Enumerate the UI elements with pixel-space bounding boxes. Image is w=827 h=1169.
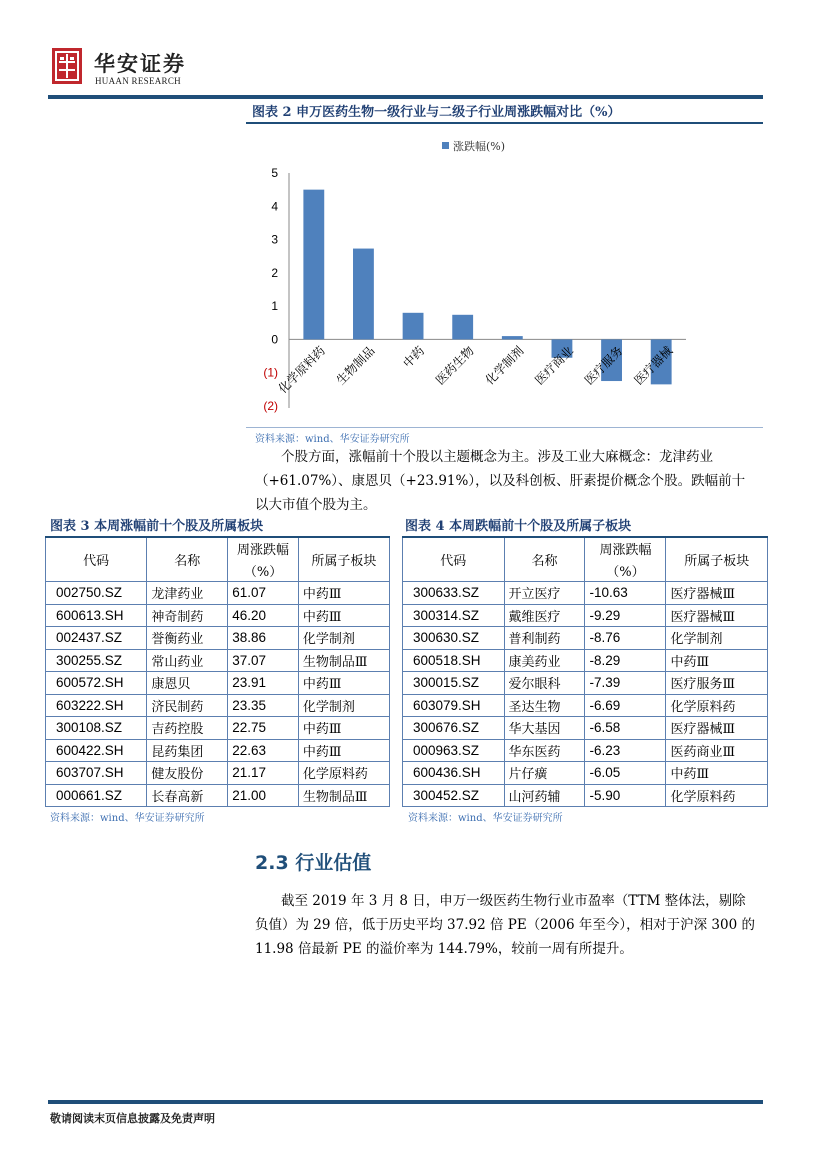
cell-change: 23.91 bbox=[228, 672, 299, 695]
cell-code: 600422.SH bbox=[46, 739, 147, 762]
losers-table bbox=[402, 536, 768, 807]
table-row bbox=[403, 604, 768, 627]
col-name: 名称 bbox=[147, 537, 228, 582]
cell-sector: 化学原料药 bbox=[666, 694, 768, 717]
stock-commentary bbox=[255, 445, 767, 517]
cell-sector: 中药Ⅲ bbox=[298, 672, 389, 695]
y-tick-label: 0 bbox=[271, 332, 278, 347]
cell-change: 22.63 bbox=[228, 739, 299, 762]
col-name: 名称 bbox=[504, 537, 585, 582]
figure2-title-rule bbox=[246, 122, 763, 124]
cell-change: -8.29 bbox=[585, 649, 666, 672]
legend-label: 涨跌幅(%) bbox=[453, 140, 506, 153]
figure2-title: 图表 2 申万医药生物一级行业与二级子行业周涨跌幅对比（%） bbox=[252, 105, 621, 120]
cell-sector: 中药Ⅲ bbox=[298, 739, 389, 762]
cell-change: 46.20 bbox=[228, 604, 299, 627]
cell-code: 600613.SH bbox=[46, 604, 147, 627]
bar bbox=[403, 313, 424, 340]
cell-sector: 中药Ⅲ bbox=[666, 762, 768, 785]
bar bbox=[303, 190, 324, 340]
legend-swatch bbox=[442, 142, 449, 149]
cell-name: 圣达生物 bbox=[504, 694, 585, 717]
table-row bbox=[46, 649, 390, 672]
cell-code: 002437.SZ bbox=[46, 627, 147, 650]
valuation-line-3: 11.98 倍最新 PE 的溢价率为 144.79%，较前一周有所提升。 bbox=[255, 941, 633, 957]
cell-code: 603222.SH bbox=[46, 694, 147, 717]
cell-change: -8.76 bbox=[585, 627, 666, 650]
cell-change: -6.69 bbox=[585, 694, 666, 717]
x-tick-label: 医疗商业 bbox=[532, 343, 577, 388]
cell-code: 600572.SH bbox=[46, 672, 147, 695]
cell-sector: 医疗器械Ⅲ bbox=[666, 604, 768, 627]
cell-name: 华东医药 bbox=[504, 739, 585, 762]
x-tick-label: 生物制品 bbox=[333, 343, 378, 388]
cell-name: 健友股份 bbox=[147, 762, 228, 785]
cell-change: 22.75 bbox=[228, 717, 299, 740]
cell-name: 康恩贝 bbox=[147, 672, 228, 695]
cell-sector: 医药商业Ⅲ bbox=[666, 739, 768, 762]
cell-code: 300676.SZ bbox=[403, 717, 505, 740]
y-tick-label: 1 bbox=[271, 299, 278, 314]
cell-name: 龙津药业 bbox=[147, 582, 228, 605]
cell-name: 华大基因 bbox=[504, 717, 585, 740]
footer-rule bbox=[48, 1100, 763, 1104]
cell-code: 300108.SZ bbox=[46, 717, 147, 740]
cell-code: 600518.SH bbox=[403, 649, 505, 672]
brand-subtitle: HUAAN RESEARCH bbox=[95, 76, 181, 86]
y-tick-label: 4 bbox=[271, 199, 278, 214]
cell-sector: 医疗器械Ⅲ bbox=[666, 717, 768, 740]
cell-sector: 化学制剂 bbox=[666, 627, 768, 650]
cell-name: 誉衡药业 bbox=[147, 627, 228, 650]
bar bbox=[452, 315, 473, 340]
cell-name: 长春高新 bbox=[147, 784, 228, 807]
cell-name: 康美药业 bbox=[504, 649, 585, 672]
commentary-line-3: 以大市值个股为主。 bbox=[255, 497, 377, 513]
cell-name: 神奇制药 bbox=[147, 604, 228, 627]
cell-name: 常山药业 bbox=[147, 649, 228, 672]
x-tick-label: 化学原料药 bbox=[275, 343, 328, 396]
table-row bbox=[403, 717, 768, 740]
cell-change: 37.07 bbox=[228, 649, 299, 672]
table-row bbox=[403, 784, 768, 807]
section-title: 2.3 行业估值 bbox=[255, 852, 372, 874]
table-row bbox=[46, 672, 390, 695]
commentary-line-2: （+61.07%）、康恩贝（+23.91%），以及科创板、肝素提价概念个股。跌幅前十 bbox=[255, 473, 746, 489]
col-change: 周涨跌幅 bbox=[228, 537, 299, 560]
cell-change: 23.35 bbox=[228, 694, 299, 717]
cell-sector: 化学制剂 bbox=[298, 694, 389, 717]
y-tick-label: (1) bbox=[263, 365, 278, 380]
commentary-line-1: 个股方面，涨幅前十个股以主题概念为主。涉及工业大麻概念：龙津药业 bbox=[281, 449, 713, 465]
col-change-unit: （%） bbox=[585, 560, 666, 582]
brand-name: 华安证券 bbox=[94, 51, 186, 76]
table4-source: 资料来源：wind、华安证券研究所 bbox=[408, 813, 563, 824]
table-row bbox=[403, 739, 768, 762]
x-tick-label: 医疗器械 bbox=[631, 343, 676, 388]
table-row bbox=[403, 582, 768, 605]
cell-code: 300630.SZ bbox=[403, 627, 505, 650]
table4-title: 图表 4 本周跌幅前十个股及所属子板块 bbox=[405, 519, 632, 534]
cell-name: 戴维医疗 bbox=[504, 604, 585, 627]
cell-change: -6.05 bbox=[585, 762, 666, 785]
table-row bbox=[403, 694, 768, 717]
bar bbox=[502, 336, 523, 339]
cell-change: -7.39 bbox=[585, 672, 666, 695]
y-tick-label: (2) bbox=[263, 399, 278, 413]
col-code: 代码 bbox=[46, 537, 147, 582]
col-change-unit: （%） bbox=[228, 560, 299, 582]
table-row bbox=[46, 739, 390, 762]
cell-code: 300255.SZ bbox=[46, 649, 147, 672]
col-sector: 所属子板块 bbox=[298, 537, 389, 582]
col-change: 周涨跌幅 bbox=[585, 537, 666, 560]
cell-code: 300452.SZ bbox=[403, 784, 505, 807]
bar-chart bbox=[246, 128, 763, 426]
cell-change: 61.07 bbox=[228, 582, 299, 605]
cell-change: -5.90 bbox=[585, 784, 666, 807]
cell-change: -6.58 bbox=[585, 717, 666, 740]
cell-sector: 中药Ⅲ bbox=[298, 582, 389, 605]
cell-sector: 医疗服务Ⅲ bbox=[666, 672, 768, 695]
cell-code: 002750.SZ bbox=[46, 582, 147, 605]
cell-name: 爱尔眼科 bbox=[504, 672, 585, 695]
chart-legend bbox=[442, 139, 505, 153]
y-tick-label: 3 bbox=[271, 232, 278, 247]
x-tick-label: 医疗服务 bbox=[581, 343, 626, 388]
figure2-source: 资料来源：wind、华安证券研究所 bbox=[255, 434, 410, 445]
cell-sector: 化学制剂 bbox=[298, 627, 389, 650]
x-tick-label: 中药 bbox=[400, 343, 428, 371]
y-tick-label: 5 bbox=[271, 166, 278, 180]
cell-code: 603707.SH bbox=[46, 762, 147, 785]
table-row bbox=[46, 694, 390, 717]
gainers-table bbox=[45, 536, 390, 807]
cell-name: 山河药辅 bbox=[504, 784, 585, 807]
cell-name: 昆药集团 bbox=[147, 739, 228, 762]
col-sector: 所属子板块 bbox=[666, 537, 768, 582]
cell-change: -6.23 bbox=[585, 739, 666, 762]
y-tick-label: 2 bbox=[271, 265, 278, 280]
cell-code: 300633.SZ bbox=[403, 582, 505, 605]
table-row bbox=[46, 762, 390, 785]
x-tick-label: 化学制剂 bbox=[482, 343, 527, 388]
cell-code: 000661.SZ bbox=[46, 784, 147, 807]
cell-name: 开立医疗 bbox=[504, 582, 585, 605]
table3-source: 资料来源：wind、华安证券研究所 bbox=[50, 813, 205, 824]
cell-change: 38.86 bbox=[228, 627, 299, 650]
cell-code: 603079.SH bbox=[403, 694, 505, 717]
cell-sector: 化学原料药 bbox=[298, 762, 389, 785]
figure2-source-rule bbox=[246, 427, 763, 428]
table-row bbox=[46, 627, 390, 650]
cell-sector: 医疗器械Ⅲ bbox=[666, 582, 768, 605]
table-row bbox=[46, 784, 390, 807]
cell-code: 600436.SH bbox=[403, 762, 505, 785]
brand-logo bbox=[52, 48, 82, 84]
footer-disclaimer: 敬请阅读末页信息披露及免责声明 bbox=[50, 1112, 215, 1125]
cell-change: -9.29 bbox=[585, 604, 666, 627]
valuation-line-2: 负值）为 29 倍，低于历史平均 37.92 倍 PE（2006 年至今），相对于沪深 300 的 bbox=[255, 917, 755, 933]
table-row bbox=[46, 582, 390, 605]
cell-sector: 化学原料药 bbox=[666, 784, 768, 807]
bar bbox=[353, 249, 374, 340]
table-row bbox=[46, 717, 390, 740]
cell-name: 吉药控股 bbox=[147, 717, 228, 740]
cell-sector: 生物制品Ⅲ bbox=[298, 784, 389, 807]
cell-change: 21.17 bbox=[228, 762, 299, 785]
header-rule bbox=[48, 95, 763, 99]
table-row bbox=[46, 604, 390, 627]
table-row bbox=[403, 627, 768, 650]
cell-sector: 中药Ⅲ bbox=[298, 717, 389, 740]
cell-sector: 中药Ⅲ bbox=[666, 649, 768, 672]
cell-change: -10.63 bbox=[585, 582, 666, 605]
table3-title: 图表 3 本周涨幅前十个股及所属板块 bbox=[50, 519, 264, 534]
cell-name: 片仔癀 bbox=[504, 762, 585, 785]
cell-code: 300015.SZ bbox=[403, 672, 505, 695]
col-code: 代码 bbox=[403, 537, 505, 582]
valuation-line-1: 截至 2019 年 3 月 8 日，申万一级医药生物行业市盈率（TTM 整体法，剔除 bbox=[281, 893, 746, 909]
cell-change: 21.00 bbox=[228, 784, 299, 807]
table-row bbox=[403, 649, 768, 672]
table-row bbox=[403, 672, 768, 695]
cell-name: 济民制药 bbox=[147, 694, 228, 717]
x-tick-label: 医药生物 bbox=[432, 343, 477, 388]
cell-name: 普利制药 bbox=[504, 627, 585, 650]
cell-code: 300314.SZ bbox=[403, 604, 505, 627]
cell-code: 000963.SZ bbox=[403, 739, 505, 762]
valuation-paragraph bbox=[255, 889, 767, 961]
cell-sector: 生物制品Ⅲ bbox=[298, 649, 389, 672]
table-row bbox=[403, 762, 768, 785]
cell-sector: 中药Ⅲ bbox=[298, 604, 389, 627]
